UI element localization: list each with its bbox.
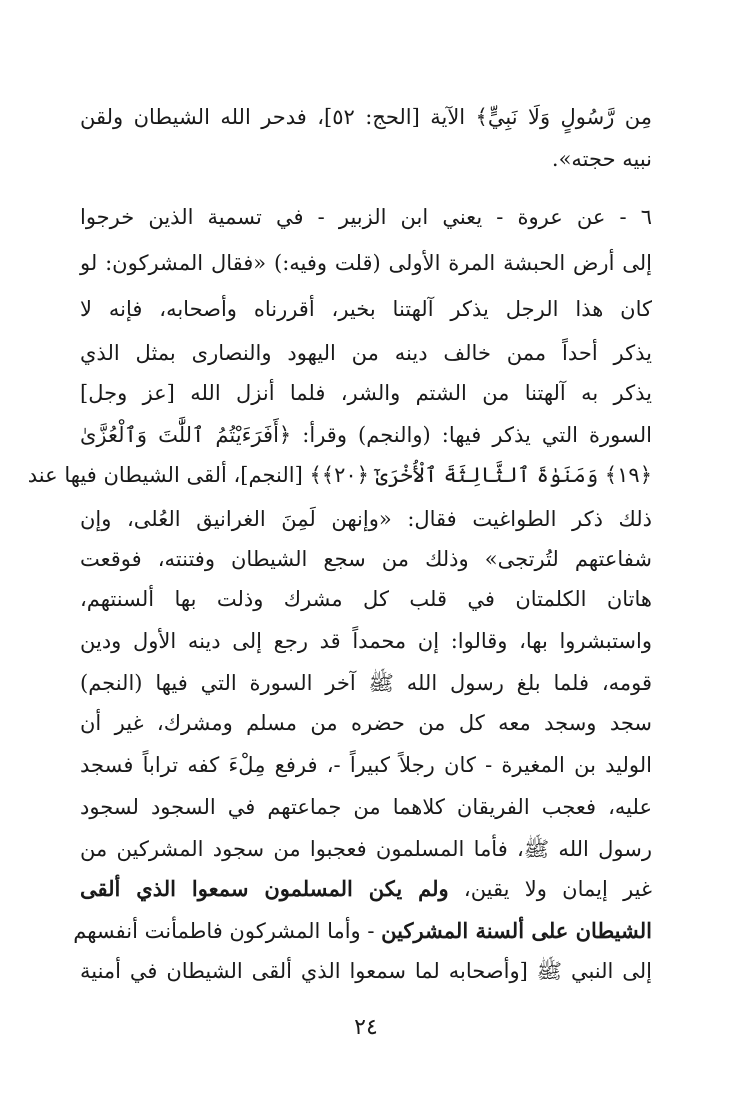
- text-line: شفاعتهم لتُرتجى» وذلك من سجع الشيطان وفتنته، فوقعت: [80, 547, 652, 571]
- text-line: عليه، فعجب الفريقان كلاهما من جماعتهم في السجود لسجود: [80, 795, 652, 819]
- text-line-mixed: [80, 869, 652, 909]
- text-line: السورة التي يذكر فيها: (والنجم) وقرأ: ﴿أَفَرَءَيْتُمُ ٱللَّٰتَ وَٱلْعُزَّىٰ: [80, 423, 652, 447]
- bold-text: الشيطان على ألسنة المشركين: [381, 918, 652, 943]
- page-number: ٢٤: [354, 1015, 378, 1040]
- text-line: واستبشروا بها، وقالوا: إن محمداً قد رجع إلى دينه الأول ودين: [80, 629, 652, 653]
- text-line: إلى أرض الحبشة المرة الأولى (قلت وفيه:) «فقال المشركون: لو: [80, 251, 652, 275]
- text-line: يذكر أحداً ممن خالف دينه من اليهود والنصارى بمثل الذي: [80, 341, 652, 365]
- plain-text: غير إيمان ولا يقين،: [448, 877, 652, 901]
- text-line-mixed: [73, 911, 652, 951]
- bold-text: ولم يكن المسلمون سمعوا الذي ألقى: [80, 876, 449, 901]
- text-line: سجد وسجد معه كل من حضره من مسلم ومشرك، غير أن: [80, 711, 652, 735]
- text-line: ٦ - عن عروة - يعني ابن الزبير - في تسمية الذين خرجوا: [80, 205, 652, 229]
- text-line: ﴿١٩﴾ وَمَنَوٰةَ ٱلثَّالِثَةَ ٱلْأُخْرَىٰٓ ﴿٢٠﴾﴾ [النجم]، ألقى الشيطان فيها عند: [27, 463, 652, 487]
- text-line: نبيه حجته».: [551, 147, 652, 171]
- plain-text: - وأما المشركون فاطمأنت أنفسهم: [73, 919, 382, 943]
- text-line: قومه، فلما بلغ رسول الله ﷺ آخر السورة التي فيها (النجم): [80, 671, 652, 695]
- text-line: رسول الله ﷺ، فأما المسلمون فعجبوا من سجود المشركين من: [80, 837, 652, 861]
- text-line: يذكر به آلهتنا من الشتم والشر، فلما أنزل الله [عز وجل]: [80, 381, 652, 405]
- text-line: إلى النبي ﷺ [وأصحابه لما سمعوا الذي ألقى الشيطان في أمنية: [80, 959, 652, 983]
- text-line: مِن رَّسُولٍ وَلَا نَبِيٍّ﴾ الآية [الحج: ٥٢]، فدحر الله الشيطان ولقن: [80, 105, 652, 129]
- text-line: الوليد بن المغيرة - كان رجلاً كبيراً -، فرفع مِلْءَ كفه تراباً فسجد: [80, 753, 652, 777]
- text-line: كان هذا الرجل يذكر آلهتنا بخير، أقررناه وأصحابه، فإنه لا: [80, 297, 652, 321]
- text-line: ذلك ذكر الطواغيت فقال: «وإنهن لَمِنَ الغرانيق العُلى، وإن: [80, 507, 652, 531]
- text-line: هاتان الكلمتان في قلب كل مشرك وذلت بها ألسنتهم،: [80, 587, 652, 611]
